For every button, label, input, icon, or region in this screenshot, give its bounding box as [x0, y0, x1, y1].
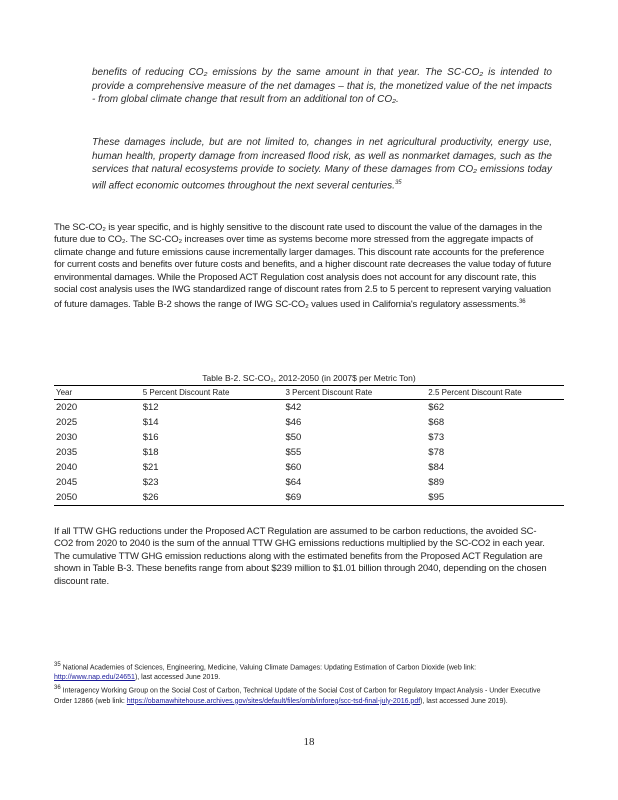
cell-value: $69	[283, 490, 426, 506]
cell-year: 2040	[56, 462, 78, 473]
cell-year: 2020	[56, 402, 78, 413]
cell-year: 2030	[56, 432, 78, 443]
table-header-row	[54, 386, 564, 400]
header-5-percent: 5 Percent Discount Rate	[141, 386, 284, 400]
footnote-link-nap[interactable]: http://www.nap.edu/24651	[54, 674, 135, 682]
quote-paragraph-2: These damages include, but are not limited to, changes in net agricultural productivity, energy use, human health, property damage from increased flood risk, as well as nonmarket damages, such as the services that natural ecosystems provide to society. Many of these damages from CO₂ emissions today will affect economic outcomes throughout the next several centuries.$^{35}$	[92, 137, 552, 191]
cell-value: $18	[142, 447, 159, 458]
cell-value: $23	[142, 477, 159, 488]
cell-value: $14	[142, 417, 159, 428]
table-row	[54, 490, 564, 506]
footnotes	[54, 660, 554, 707]
table-row	[54, 445, 564, 460]
header-3-percent: 3 Percent Discount Rate	[283, 386, 426, 400]
header-year: Year	[54, 386, 141, 400]
table-row	[54, 415, 564, 430]
cell-value: $78	[428, 447, 445, 458]
table-row	[54, 430, 564, 445]
cell-value: $42	[285, 402, 302, 413]
cell-value: $46	[285, 417, 302, 428]
footnote-link-scc-tsd[interactable]: https://obamawhitehouse.archives.gov/sites/default/files/omb/inforeg/scc-tsd-final-july-2016.pdf	[126, 697, 421, 705]
cell-value: $21	[142, 462, 159, 473]
footnote-ref-35[interactable]: 35	[394, 179, 402, 186]
cell-value: $62	[428, 402, 445, 413]
cell-value: $95	[426, 490, 564, 506]
table-row	[54, 400, 564, 416]
cell-value: $50	[285, 432, 302, 443]
cell-value: $60	[285, 462, 302, 473]
cell-value: $89	[428, 477, 445, 488]
cell-value: $16	[142, 432, 159, 443]
footnote-35: $^{35}$ National Academies of Sciences, Engineering, Medicine, Valuing Climate Damages: Updating Estimation of Carbon Dioxide (web link: http://www.nap.edu/24651), last accessed June 2019.	[54, 662, 477, 682]
table-row	[54, 475, 564, 490]
header-2-5-percent: 2.5 Percent Discount Rate	[426, 386, 564, 400]
cell-year: 2050	[54, 490, 141, 506]
footnote-36: $^{36}$ Interagency Working Group on the Social Cost of Carbon, Technical Update of the Social Cost of Carbon for Regulatory Impact Analysis - Under Executive Order 12866 (web link: https://obamawhitehouse.archives.gov/sites/default/files/omb/inforeg/scc-tsd-final-july-2016.pdf), last accessed June 2019).	[54, 685, 541, 705]
cell-value: $84	[428, 462, 445, 473]
cell-value: $26	[141, 490, 284, 506]
body-paragraph-2: If all TTW GHG reductions under the Proposed ACT Regulation are assumed to be carbon reductions, the avoided SC-CO2 from 2020 to 2040 is the sum of the annual TTW GHG emissions reductions multiplied by the SC-CO2 in each year. The cumulative TTW GHG emission reductions along with the estimated benefits from the Proposed ACT Regulation are shown in Table B-3. These benefits range from about $239 million to $1.01 billion through 2040, depending on the chosen discount rate.	[54, 526, 547, 587]
quote-paragraph-1: benefits of reducing CO₂ emissions by the same amount in that year. The SC-CO₂ is intended to provide a comprehensive measure of the net damages – that is, the monetized value of the net impacts - from global climate change that result from an additional ton of CO₂.	[92, 67, 552, 105]
page-number: 18	[303, 736, 315, 748]
cell-value: $55	[285, 447, 302, 458]
table-row	[54, 460, 564, 475]
quote-block	[92, 66, 552, 107]
cell-value: $68	[428, 417, 445, 428]
cell-year: 2035	[56, 447, 78, 458]
cell-value: $64	[285, 477, 302, 488]
footnote-ref-36[interactable]: 36	[519, 299, 526, 306]
sc-co2-table	[54, 385, 564, 506]
body-paragraph-1: The SC-CO₂ is year specific, and is highly sensitive to the discount rate used to discount the value of the damages in the future due to CO₂. The SC-CO₂ increases over time as systems become more stressed from the aggregate impacts of climate change and future emissions cause incrementally larger damages. This discount rate accounts for the preference for current costs and benefits over future costs and benefits, and a higher discount rate decreases the value today of future environmental damages. While the Proposed ACT Regulation cost analysis does not account for any discount rate, this social cost analysis uses the IWG standardized range of discount rates from 2.5 to 5 percent to represent varying valuation of future damages. Table B-2 shows the range of IWG SC-CO₂ values used in California's regulatory assessments.$^{36}$	[54, 222, 552, 311]
table-caption: Table B-2. SC-CO₂, 2012-2050 (in 2007$ per Metric Ton)	[202, 373, 416, 383]
cell-value: $73	[428, 432, 445, 443]
cell-year: 2025	[56, 417, 78, 428]
cell-year: 2045	[56, 477, 78, 488]
cell-value: $12	[142, 402, 159, 413]
quote-block-2	[92, 136, 552, 192]
